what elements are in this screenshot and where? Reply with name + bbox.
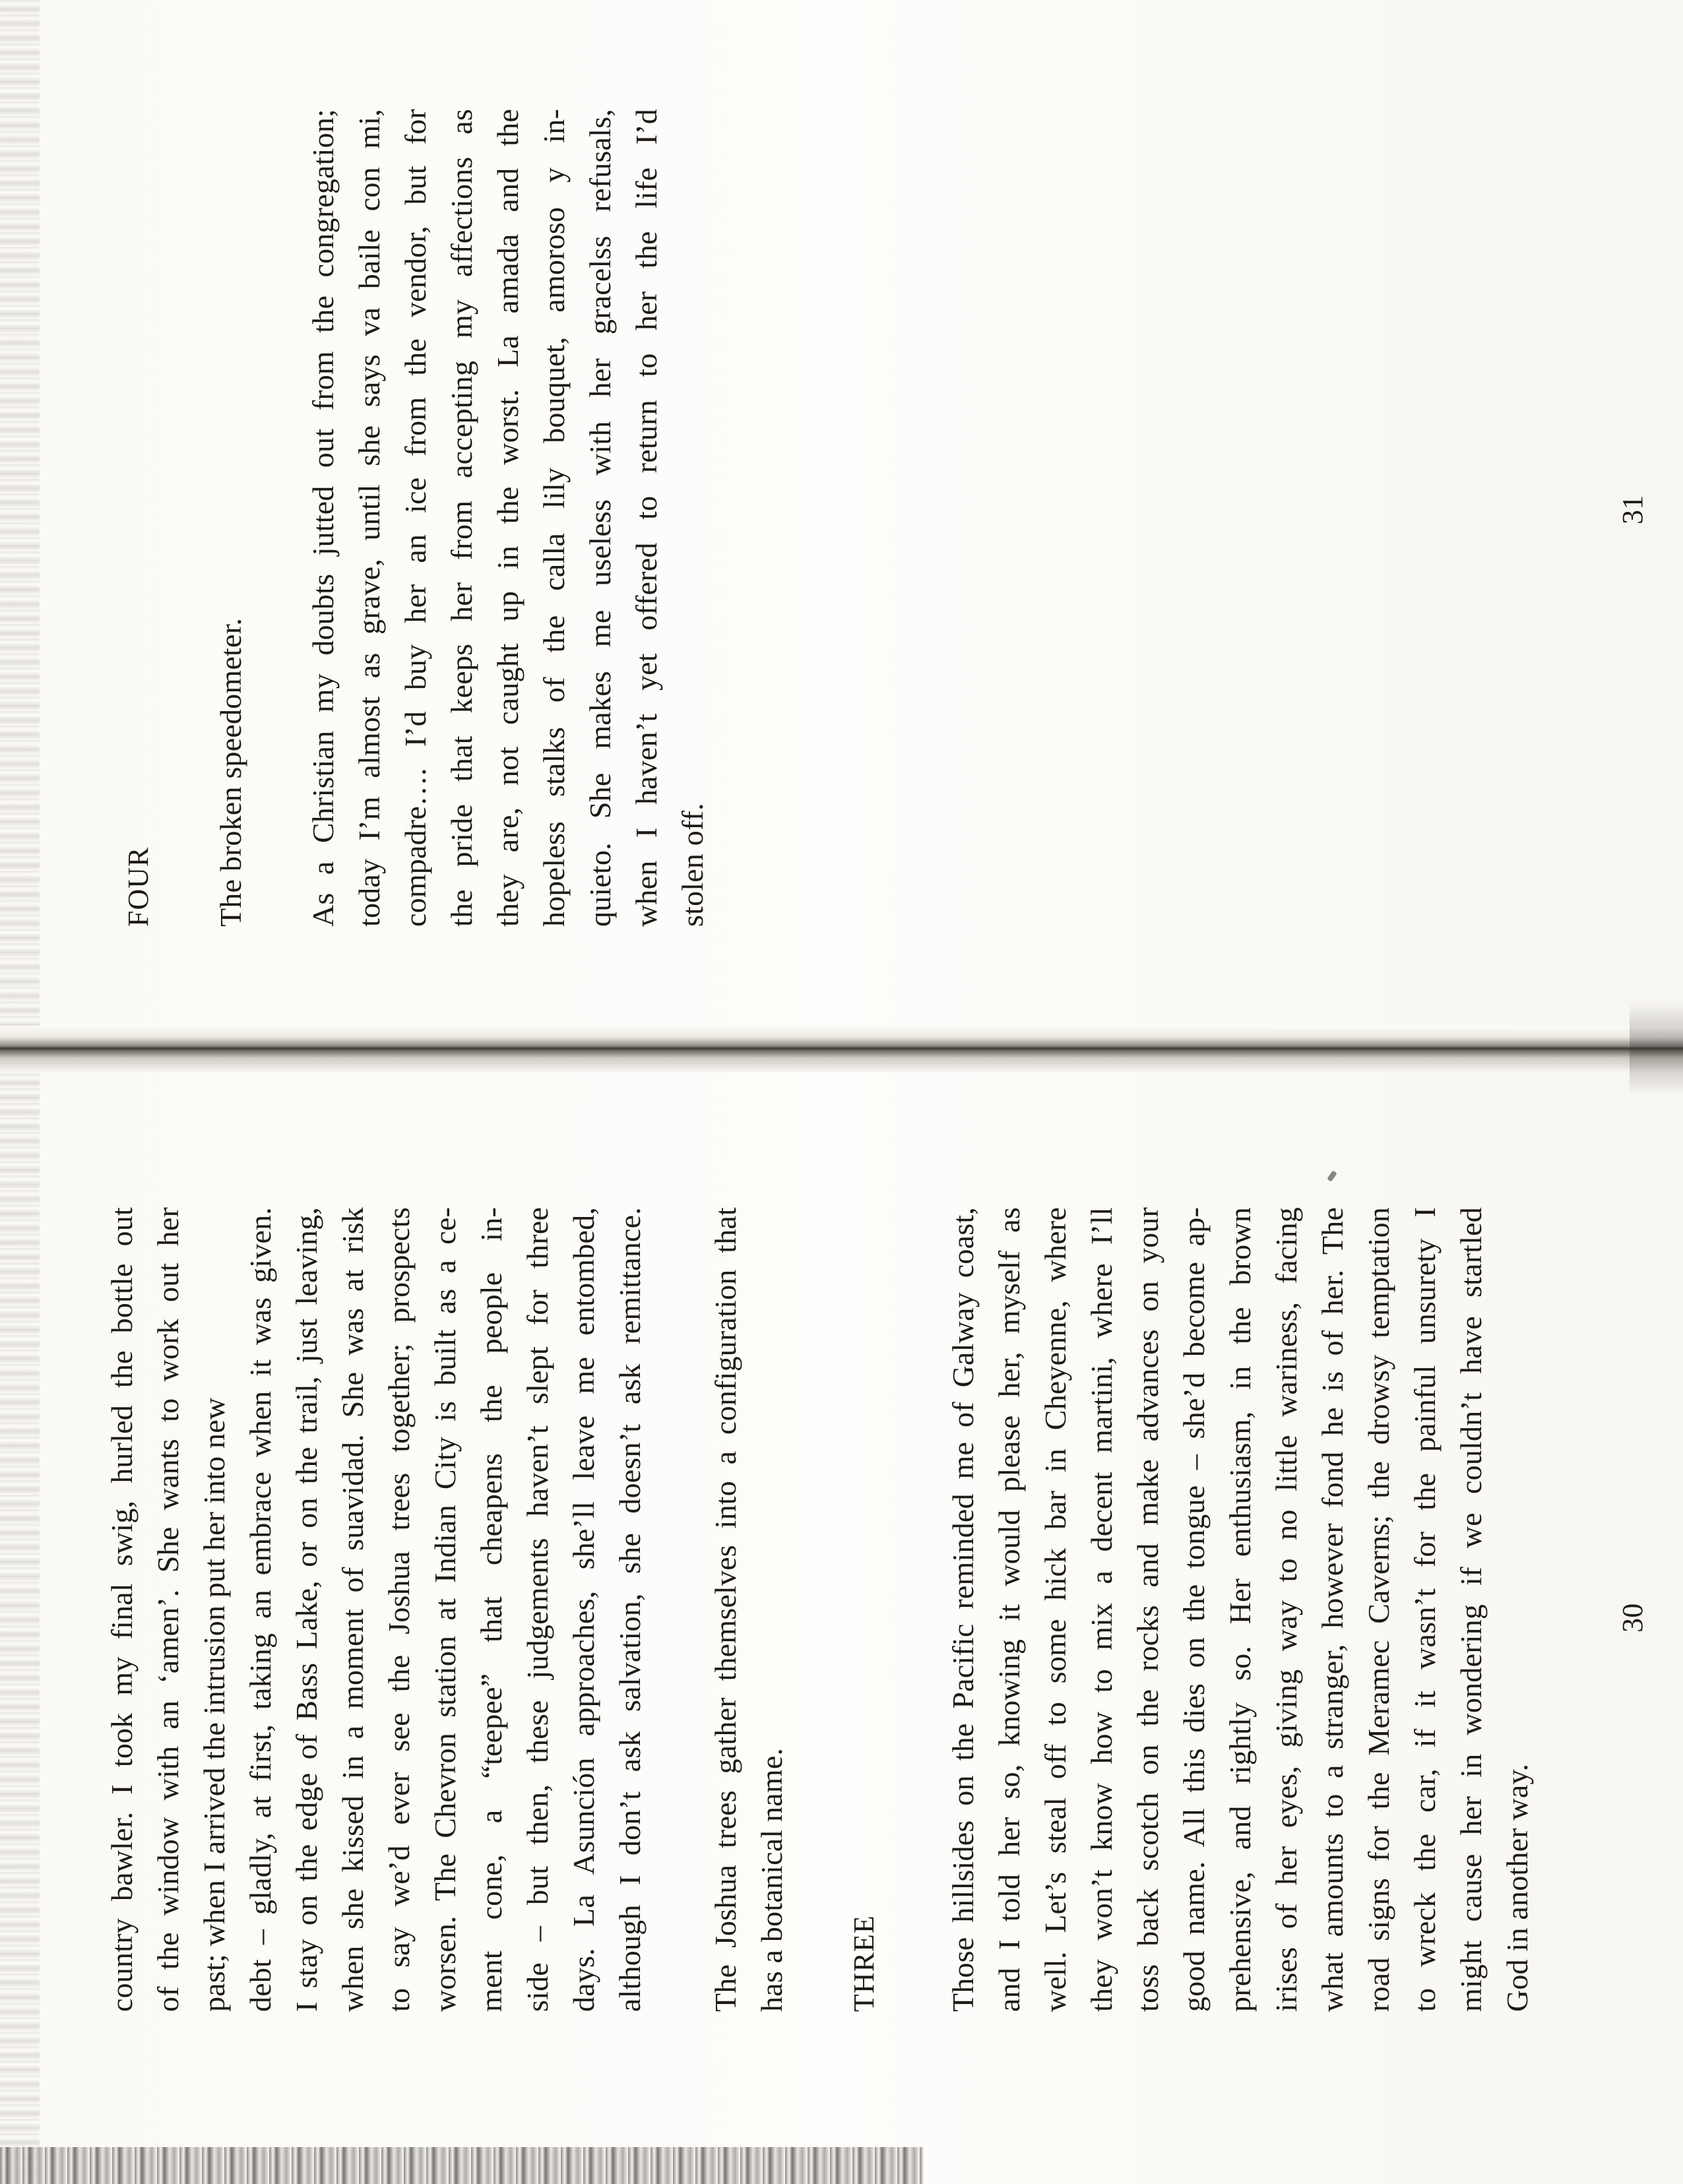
text-line: Those hillsides on the Pacific reminded me of Galway coast, — [946, 1207, 980, 2012]
text-line: I stay on the edge of Bass Lake, or on the trail, just leaving, — [290, 1207, 323, 2012]
page-30-joshua-paragraph — [703, 1207, 795, 2012]
text-line: they are, not caught up in the worst. La amada and the — [491, 109, 524, 927]
section-three-body — [940, 1207, 1540, 2012]
text-line: ment cone, a “teepee” that cheapens the people in- — [474, 1207, 508, 2012]
text-line: irises of her eyes, giving way to no little wariness, facing — [1269, 1207, 1303, 2012]
text-line: they won’t know how to mix a decent martini, where I’ll — [1085, 1207, 1118, 2012]
scan-bottom-edge — [0, 2147, 924, 2184]
text-line: side – but then, these judgements haven’t slept for three — [521, 1207, 554, 2012]
section-subtitle: The broken speedometer. — [214, 617, 247, 927]
text-line: debt – gladly, at first, taking an embrace when it was given. — [243, 1207, 277, 2012]
page-number-30-block — [1610, 1567, 1656, 1633]
page-number-31-block — [1610, 458, 1656, 524]
text-line: to wreck the car, if it wasn’t for the painful unsurety I — [1408, 1207, 1442, 2012]
page-number: 30 — [1616, 1603, 1649, 1633]
text-line: what amounts to a stranger, however fond he is of her. The — [1316, 1207, 1349, 2012]
page-30-continued-paragraph — [99, 1207, 653, 2012]
scan-edge — [0, 0, 40, 2184]
text-line: days. La Asunción approaches, she’ll leave me entombed, — [567, 1207, 600, 2012]
text-line: past; when I arrived the intrusion put her into new — [197, 1397, 231, 2012]
text-line: As a Christian my doubts jutted out from the congregation; — [306, 109, 340, 927]
section-heading: THREE — [848, 1915, 880, 2012]
text-line: has a botanical name. — [755, 1747, 788, 2012]
text-line: God in another way. — [1500, 1763, 1534, 2012]
text-line: when I haven’t yet offered to return to her the life I’d — [629, 109, 663, 927]
text-line: toss back scotch on the rocks and make advances on your — [1131, 1207, 1164, 2012]
text-line: although I don’t ask salvation, she doesn’t ask remittance. — [613, 1207, 647, 2012]
section-four-heading-block — [115, 663, 162, 927]
text-line: might cause her in wondering if we couldn’t have startled — [1454, 1207, 1488, 2012]
section-four-subtitle-block — [208, 399, 254, 927]
text-line: hopeless stalks of the calla lily bouquet, amoroso y in- — [537, 109, 571, 927]
section-four-body — [300, 109, 716, 927]
section-heading: FOUR — [122, 846, 154, 927]
page-number: 31 — [1616, 495, 1649, 524]
text-line: prehensive, and rightly so. Her enthusiasm, in the brown — [1223, 1207, 1257, 2012]
text-line: road signs for the Meramec Caverns; the drowsy temptation — [1362, 1207, 1395, 2012]
text-line: to say we’d ever see the Joshua trees together; prospects — [382, 1207, 416, 2012]
section-three-heading-block — [841, 1748, 887, 2012]
text-line: good name. All this dies on the tongue – she’d become ap- — [1177, 1207, 1211, 2012]
text-line: country bawler. I took my final swig, hurled the bottle out — [105, 1207, 139, 2012]
text-line: quieto. She makes me useless with her gracelss refusals, — [583, 109, 617, 927]
text-line: and I told her so, knowing it would please her, myself as — [992, 1207, 1026, 2012]
text-line: The Joshua trees gather themselves into a configuration that — [709, 1207, 742, 2012]
text-line: well. Let’s steal off to some hick bar in Cheyenne, where — [1038, 1207, 1072, 2012]
text-line: compadre…. I’d buy her an ice from the vendor, but for — [398, 109, 432, 927]
book-gutter — [0, 1026, 1683, 1072]
text-line: stolen off. — [676, 803, 709, 927]
text-line: worsen. The Chevron station at Indian City is built as a ce- — [428, 1207, 462, 2012]
text-line: of the window with an ‘amen’. She wants to work out her — [151, 1207, 185, 2012]
text-line: the pride that keeps her from accepting my affections as — [445, 109, 478, 927]
gutter-shadow — [1630, 1003, 1683, 1095]
text-line: today I’m almost as grave, until she says va baile con mi, — [352, 109, 386, 927]
text-line: when she kissed in a moment of suavidad. She was at risk — [336, 1207, 369, 2012]
